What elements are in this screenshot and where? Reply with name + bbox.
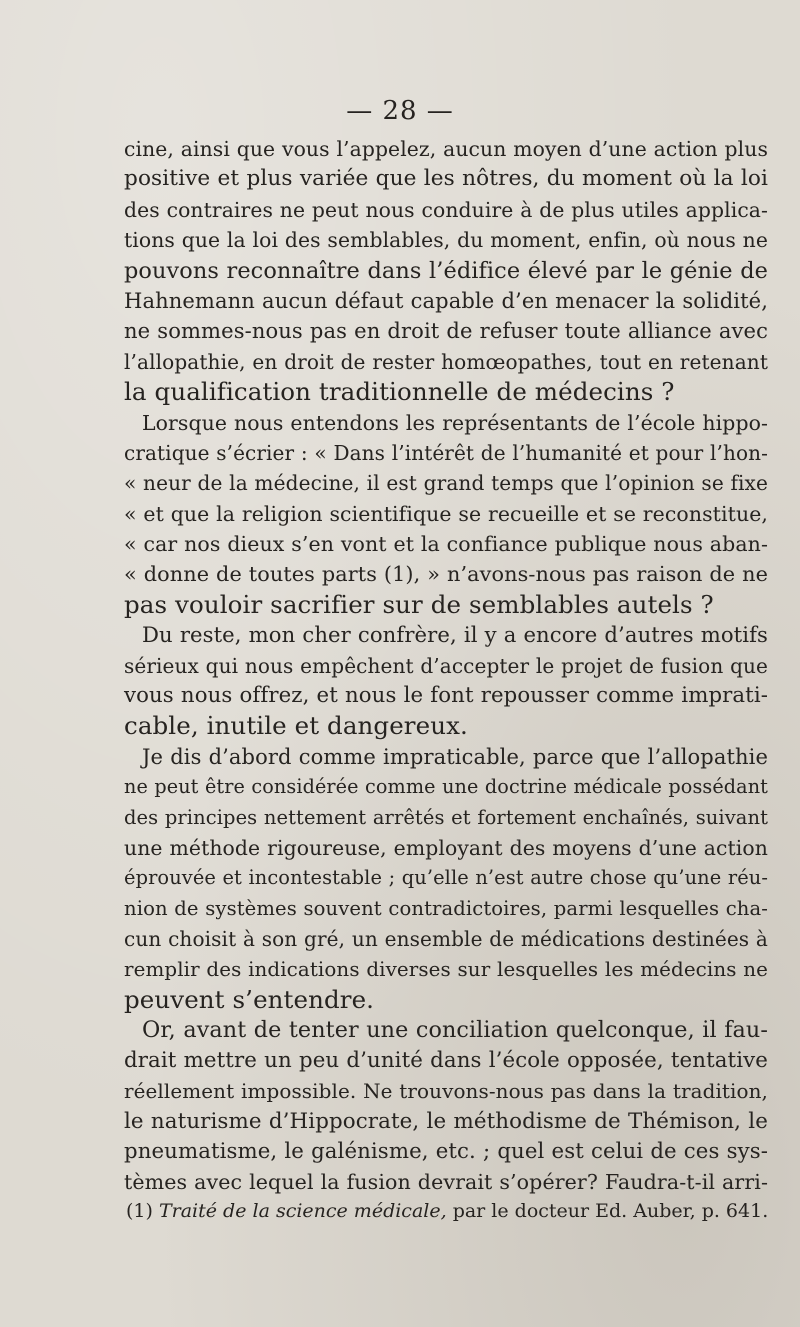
text-line: l’allopathie, en droit de rester homœopathes, tout en retenant	[124, 349, 768, 374]
text-line: la qualification traditionnelle de médecins ?	[124, 377, 675, 407]
text-line: nion de systèmes souvent contradictoires, parmi lesquelles cha-	[124, 896, 768, 920]
footnote-citation: par le docteur Ed. Auber, p. 641.	[452, 1200, 769, 1222]
text-line: peuvent s’entendre.	[124, 984, 375, 1014]
text-line: tions que la loi des semblables, du moment, enfin, où nous ne	[124, 228, 768, 253]
text-line: remplir des indications diverses sur lesquelles les médecins ne	[124, 957, 768, 981]
text-line: « neur de la médecine, il est grand temps que l’opinion se fixe	[124, 471, 768, 496]
text-line: Du reste, mon cher confrère, il y a encore d’autres motifs	[142, 622, 768, 648]
text-line: cun choisit à son gré, un ensemble de médications destinées à	[124, 927, 768, 952]
text-line: pneumatisme, le galénisme, etc. ; quel est celui de ces sys-	[124, 1138, 768, 1164]
body-text	[124, 134, 768, 1198]
text-line: des principes nettement arrêtés et fortement enchaînés, suivant	[124, 805, 768, 829]
text-line: ne peut être considérée comme une doctrine médicale possédant	[124, 775, 768, 799]
text-line: Or, avant de tenter une conciliation quelconque, il fau-	[142, 1017, 768, 1044]
page-number: — 28 —	[346, 96, 454, 126]
text-line: des contraires ne peut nous conduire à de plus utiles applica-	[124, 197, 768, 222]
text-line: pouvons reconnaître dans l’édifice élevé par le génie de	[124, 257, 768, 284]
footnote-marker: (1)	[126, 1200, 153, 1222]
text-line: sérieux qui nous empêchent d’accepter le projet de fusion que	[124, 653, 768, 678]
footnote	[126, 1199, 769, 1223]
text-line: drait mettre un peu d’unité dans l’école opposée, tentative	[124, 1047, 768, 1073]
text-line: Lorsque nous entendons les représentants de l’école hippo-	[142, 410, 768, 435]
text-line: ne sommes-nous pas en droit de refuser toute alliance avec	[124, 318, 768, 344]
text-line: positive et plus variée que les nôtres, du moment où la loi	[124, 166, 768, 192]
text-line: « car nos dieux s’en vont et la confiance publique nous aban-	[124, 532, 768, 557]
text-line: pas vouloir sacrifier sur de semblables autels ?	[124, 589, 714, 619]
text-line: cable, inutile et dangereux.	[124, 711, 468, 741]
text-line: vous nous offrez, et nous le font repousser comme imprati-	[124, 683, 768, 709]
text-line: « donne de toutes parts (1), » n’avons-nous pas raison de ne	[124, 562, 768, 587]
text-line: cratique s’écrier : « Dans l’intérêt de l’humanité et pour l’hon-	[124, 440, 768, 465]
text-line: cine, ainsi que vous l’appelez, aucun moyen d’une action plus	[124, 137, 768, 161]
text-line: Hahnemann aucun défaut capable d’en menacer la solidité,	[124, 287, 768, 313]
footnote-book-title: Traité de la science médicale,	[158, 1200, 447, 1222]
text-line: éprouvée et incontestable ; qu’elle n’est autre chose qu’une réu-	[124, 866, 768, 890]
text-line: tèmes avec lequel la fusion devrait s’opérer? Faudra-t-il arri-	[124, 1170, 768, 1195]
text-line: une méthode rigoureuse, employant des moyens d’une action	[124, 835, 768, 860]
text-line: Je dis d’abord comme impraticable, parce que l’allopathie	[142, 743, 768, 769]
text-line: « et que la religion scientifique se recueille et se reconstitue,	[124, 501, 768, 526]
text-line: réellement impossible. Ne trouvons-nous pas dans la tradition,	[124, 1079, 768, 1104]
text-line: le naturisme d’Hippocrate, le méthodisme de Thémison, le	[124, 1108, 768, 1134]
